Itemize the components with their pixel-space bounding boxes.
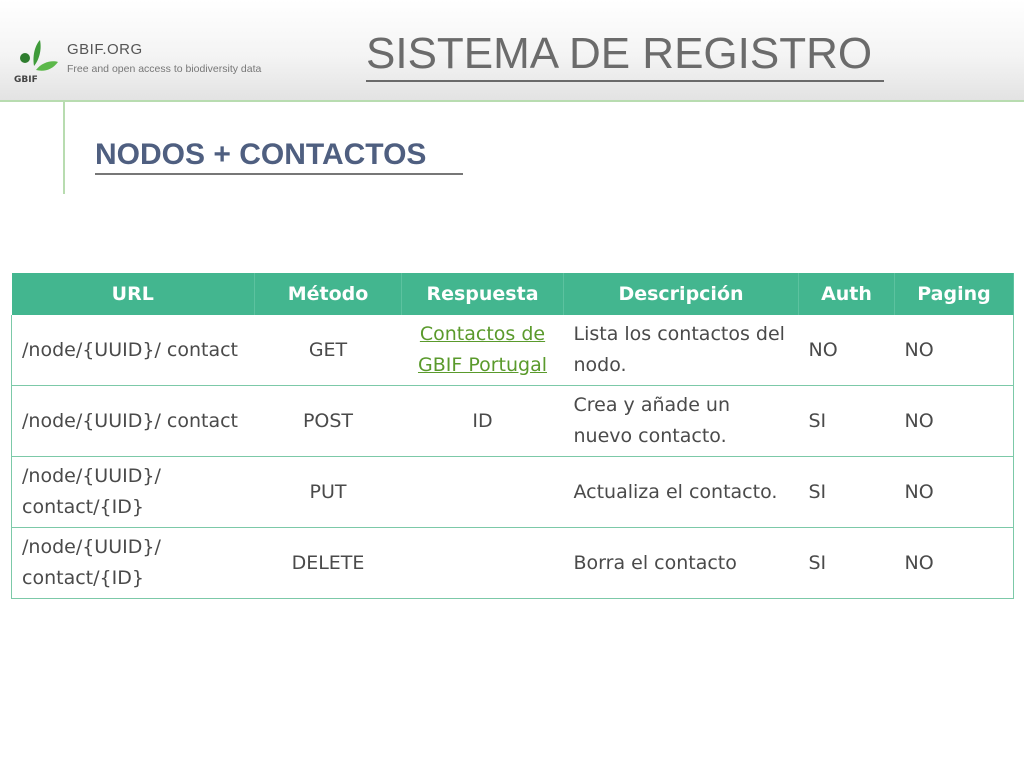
section-subtitle: NODOS + CONTACTOS [95, 137, 463, 175]
cell-description: Actualiza el contacto. [564, 457, 799, 528]
col-header-auth: Auth [799, 273, 895, 315]
cell-method: GET [255, 315, 402, 386]
cell-response [402, 457, 564, 528]
table-header-row [12, 273, 1014, 315]
col-header-description: Descripción [564, 273, 799, 315]
cell-method: DELETE [255, 528, 402, 599]
cell-url: /node/{UUID}/ contact [12, 315, 255, 386]
cell-url: /node/{UUID}/ contact [12, 386, 255, 457]
table-row [12, 528, 1014, 599]
cell-paging: NO [895, 386, 1014, 457]
cell-description: Crea y añade un nuevo contacto. [564, 386, 799, 457]
col-header-method: Método [255, 273, 402, 315]
response-link[interactable]: Contactos de GBIF Portugal [417, 323, 548, 376]
cell-auth: SI [799, 457, 895, 528]
cell-url: /node/{UUID}/ contact/{ID} [12, 457, 255, 528]
api-table [11, 273, 1014, 599]
cell-response [402, 528, 564, 599]
logo-text [67, 41, 261, 75]
header-bar [0, 0, 1024, 102]
cell-response: ID [402, 386, 564, 457]
logo-name: GBIF.ORG [67, 41, 143, 58]
cell-auth: NO [799, 315, 895, 386]
cell-response [402, 315, 564, 386]
cell-auth: SI [799, 528, 895, 599]
logo-tagline: Free and open access to biodiversity data [67, 63, 262, 75]
cell-url: /node/{UUID}/ contact/{ID} [12, 528, 255, 599]
gbif-leaf-logo-icon [12, 36, 62, 86]
page-title: SISTEMA DE REGISTRO [366, 27, 884, 82]
cell-description: Borra el contacto [564, 528, 799, 599]
table-row [12, 315, 1014, 386]
cell-method: PUT [255, 457, 402, 528]
cell-paging: NO [895, 315, 1014, 386]
table-row [12, 457, 1014, 528]
logo-badge: GBIF [14, 75, 38, 85]
col-header-url: URL [12, 273, 255, 315]
cell-paging: NO [895, 528, 1014, 599]
table-row [12, 386, 1014, 457]
col-header-paging: Paging [895, 273, 1014, 315]
cell-paging: NO [895, 457, 1014, 528]
col-header-response: Respuesta [402, 273, 564, 315]
cell-method: POST [255, 386, 402, 457]
cell-auth: SI [799, 386, 895, 457]
vertical-divider [63, 102, 65, 194]
cell-description: Lista los contactos del nodo. [564, 315, 799, 386]
